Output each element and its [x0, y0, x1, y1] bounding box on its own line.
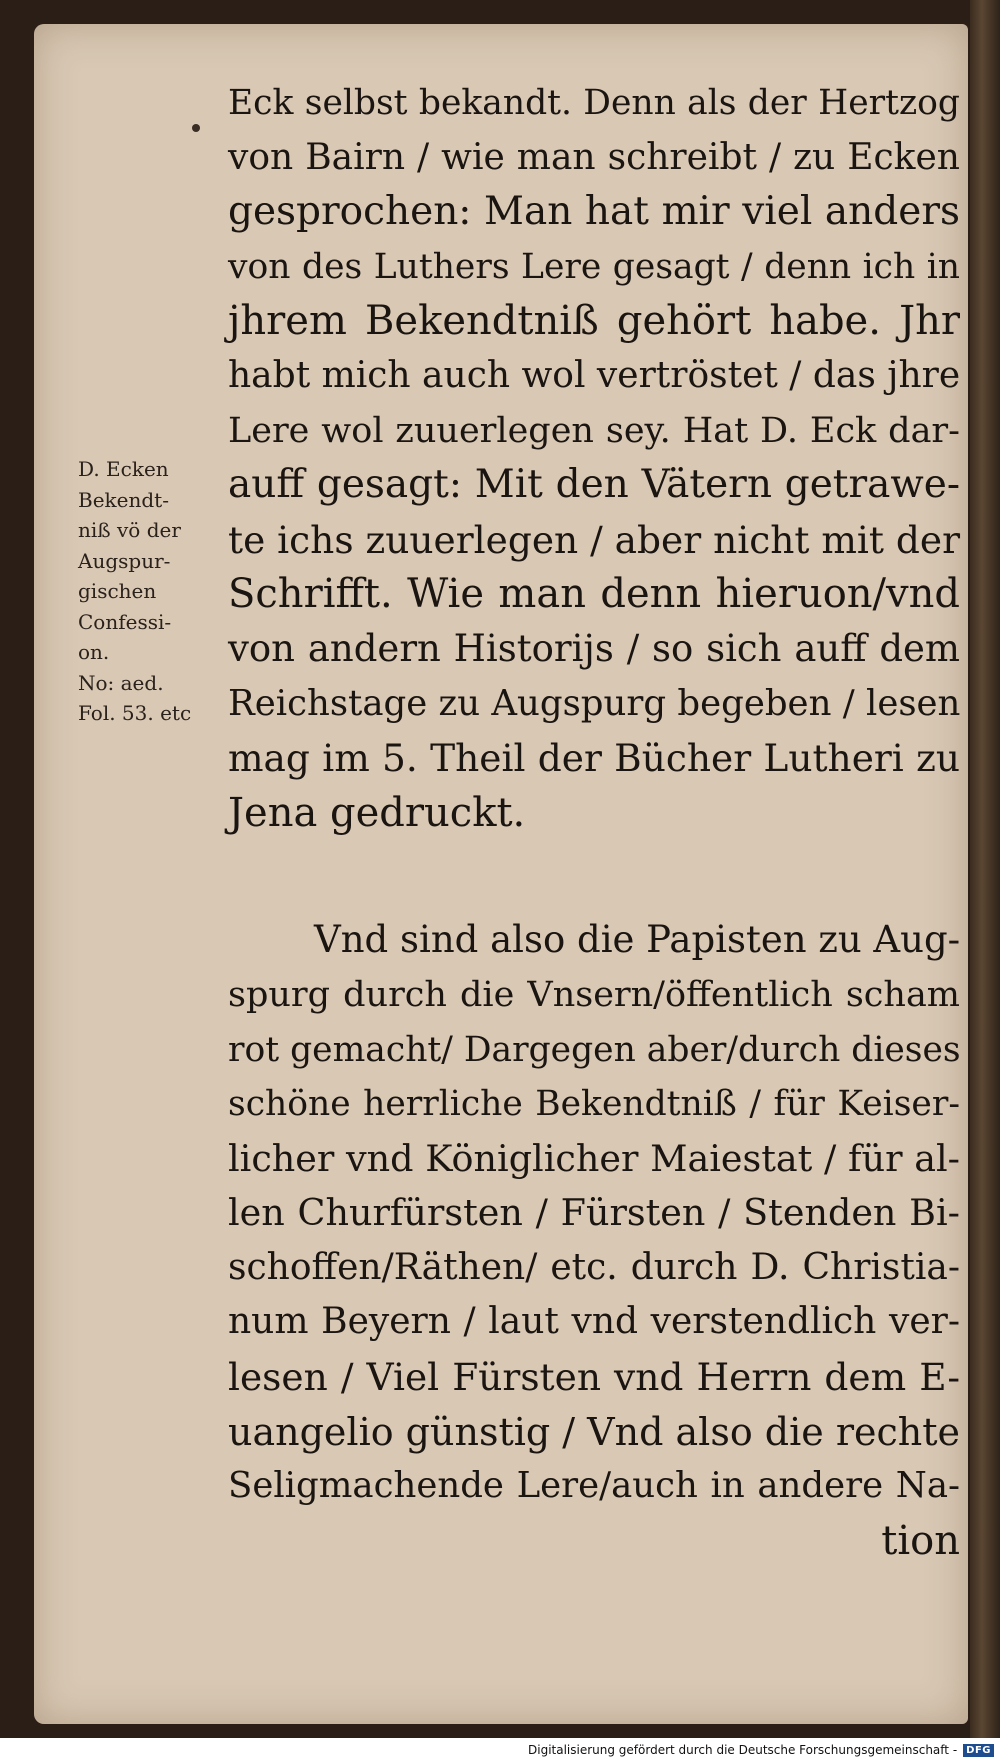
margin-note-line: No: aed.: [78, 670, 164, 695]
text-line: Seligmachende Lere/auch in andere Na-: [228, 1465, 960, 1507]
margin-note-line: niß vö der: [78, 518, 181, 542]
text-line: len Churfürsten / Fürsten / Stenden Bi-: [228, 1191, 960, 1235]
text-line: von andern Historijs / so sich auff dem: [228, 626, 960, 670]
margin-note-line: D. Ecken: [78, 457, 169, 481]
text-line: gesprochen: Man hat mir viel anders: [228, 189, 960, 235]
text-line: Eck selbst bekandt. Denn als der Hertzog: [228, 83, 960, 123]
paragraph-gap: [228, 840, 960, 913]
text-line: schoffen/Räthen/ etc. durch D. Christia-: [228, 1246, 960, 1288]
footer-credit-text: Digitalisierung gefördert durch die Deutsche Forschungsgemeinschaft -: [528, 1743, 958, 1757]
text-line: uangelio günstig / Vnd also die rechte: [228, 1409, 960, 1454]
text-line: num Beyern / laut vnd verstendlich ver-: [228, 1301, 960, 1343]
text-line: lesen / Viel Fürsten vnd Herrn dem E-: [228, 1355, 960, 1400]
margin-note-line: Augspur-: [78, 548, 171, 573]
text-line: mag im 5. Theil der Bücher Lutheri zu: [228, 736, 960, 781]
margin-note-line: Bekendt-: [78, 487, 169, 512]
text-line: von des Luthers Lere gesagt / denn ich in: [228, 246, 960, 287]
ink-dot: [192, 124, 200, 132]
text-line: te ichs zuuerlegen / aber nicht mit der: [228, 517, 961, 562]
margin-note: [78, 454, 238, 729]
main-text: [228, 76, 960, 1568]
margin-note-line: Fol. 53. etc: [78, 701, 192, 725]
margin-note-line: on.: [78, 640, 110, 664]
binding-edge: [970, 0, 1000, 1738]
text-line: schöne herrliche Bekendtniß / für Keiser-: [228, 1084, 960, 1125]
text-line: Jena gedruckt.: [228, 789, 526, 836]
margin-note-line: Confessi-: [78, 609, 172, 634]
text-line: Reichstage zu Augspurg begeben / lesen: [228, 682, 961, 724]
text-line: von Bairn / wie man schreibt / zu Ecken: [228, 136, 960, 178]
catchword: tion: [881, 1517, 960, 1564]
text-line: Lere wol zuuerlegen sey. Hat D. Eck dar-: [228, 410, 960, 451]
text-line: jhrem Bekendtniß gehört habe. Jhr: [228, 298, 960, 345]
footer-credit: [0, 1740, 1000, 1761]
text-line: licher vnd Königlicher Maiestat / für al-: [228, 1136, 960, 1180]
text-line: rot gemacht/ Dargegen aber/durch dieses: [228, 1029, 961, 1070]
text-line: habt mich auch wol vertröstet / das jhre: [228, 354, 961, 396]
text-line: spurg durch die Vnsern/öffentlich scham: [228, 974, 960, 1015]
text-line: Schrifft. Wie man denn hieruon/vnd: [228, 571, 960, 618]
margin-note-line: gischen: [78, 579, 157, 603]
text-line: auff gesagt: Mit den Vätern getrawe-: [228, 462, 960, 508]
dfg-logo: DFG: [963, 1744, 994, 1757]
text-line: Vnd sind also die Papisten zu Aug-: [314, 918, 961, 962]
